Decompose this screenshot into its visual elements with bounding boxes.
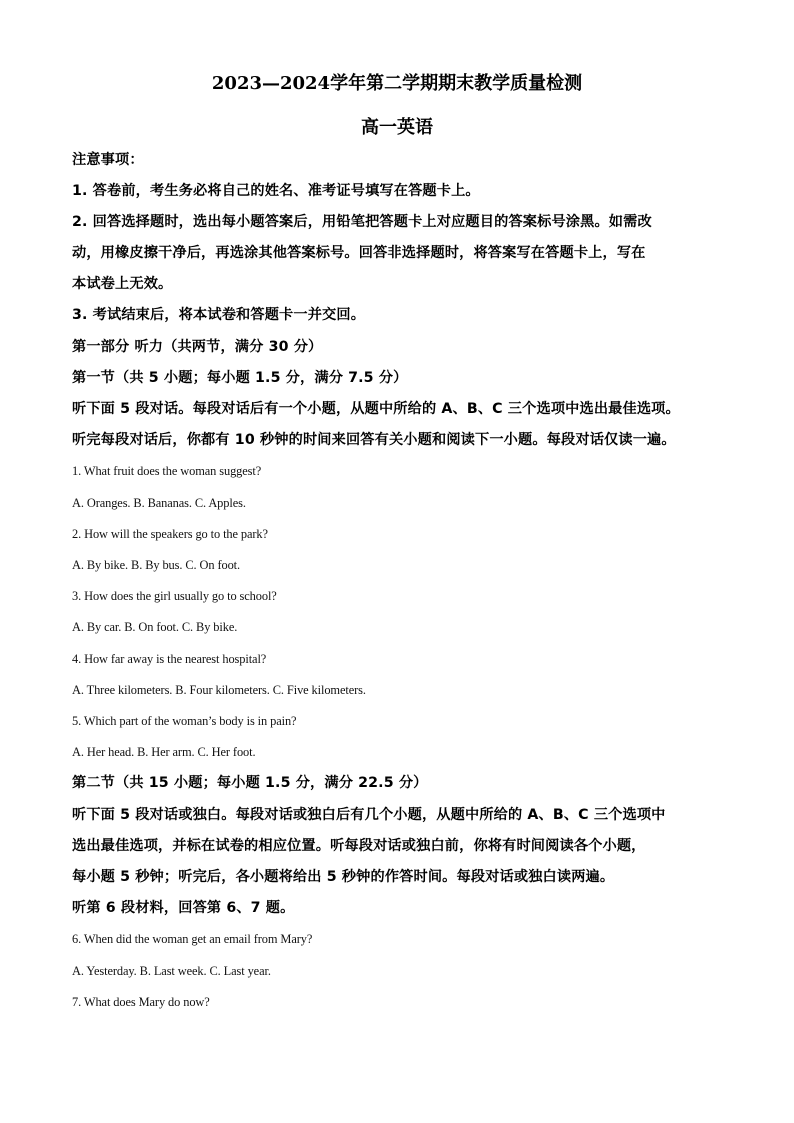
part-1-heading: 第一部分 听力（共两节，满分 30 分） — [72, 339, 323, 355]
note-item-1: 1. 答卷前，考生务必将自己的姓名、准考证号填写在答题卡上。 — [72, 183, 480, 199]
exam-subject: 高一英语 — [361, 117, 433, 138]
question-7: 7. What does Mary do now? — [72, 995, 210, 1009]
question-1: 1. What fruit does the woman suggest? — [72, 464, 262, 478]
question-3: 3. How does the girl usually go to school? — [72, 589, 277, 603]
notes-heading: 注意事项： — [72, 152, 144, 168]
section-1-heading: 第一节（共 5 小题；每小题 1.5 分，满分 7.5 分） — [72, 370, 408, 386]
question-1-options: A. Oranges. B. Bananas. C. Apples. — [72, 496, 246, 510]
material-6-instruction: 听第 6 段材料，回答第 6、7 题。 — [72, 900, 295, 916]
question-5: 5. Which part of the woman’s body is in pain? — [72, 714, 297, 728]
question-3-options: A. By car. B. On foot. C. By bike. — [72, 620, 238, 634]
question-5-options: A. Her head. B. Her arm. C. Her foot. — [72, 745, 256, 759]
section-2-instruction-line-1: 听下面 5 段对话或独白。每段对话或独白后有几个小题，从题中所给的 A、B、C 三个选项中 — [72, 807, 666, 823]
question-4: 4. How far away is the nearest hospital? — [72, 652, 267, 666]
question-6-options: A. Yesterday. B. Last week. C. Last year. — [72, 964, 271, 978]
note-item-2-line-2: 动，用橡皮擦干净后，再选涂其他答案标号。回答非选择题时，将答案写在答题卡上，写在 — [72, 245, 646, 261]
section-2-instruction-line-3: 每小题 5 秒钟；听完后，各小题将给出 5 秒钟的作答时间。每段对话或独白读两遍。 — [72, 869, 615, 885]
question-4-options: A. Three kilometers. B. Four kilometers. C. Five kilometers. — [72, 683, 366, 697]
section-2-heading: 第二节（共 15 小题；每小题 1.5 分，满分 22.5 分） — [72, 775, 428, 791]
question-2-options: A. By bike. B. By bus. C. On foot. — [72, 558, 241, 572]
question-2: 2. How will the speakers go to the park? — [72, 527, 268, 541]
section-1-instruction-line-1: 听下面 5 段对话。每段对话后有一个小题，从题中所给的 A、B、C 三个选项中选出最佳选项。 — [72, 401, 680, 417]
note-item-3: 3. 考试结束后，将本试卷和答题卡一并交回。 — [72, 307, 366, 323]
note-item-2-line-1: 2. 回答选择题时，选出每小题答案后，用铅笔把答题卡上对应题目的答案标号涂黑。如需改 — [72, 214, 652, 230]
question-6: 6. When did the woman get an email from Mary? — [72, 932, 313, 946]
exam-title: 2023—2024学年第二学期期末教学质量检测 — [211, 73, 583, 94]
note-item-2-line-3: 本试卷上无效。 — [72, 276, 173, 292]
section-2-instruction-line-2: 选出最佳选项，并标在试卷的相应位置。听每段对话或独白前，你将有时间阅读各个小题， — [72, 838, 646, 854]
section-1-instruction-line-2: 听完每段对话后，你都有 10 秒钟的时间来回答有关小题和阅读下一小题。每段对话仅读一遍。 — [72, 432, 676, 448]
